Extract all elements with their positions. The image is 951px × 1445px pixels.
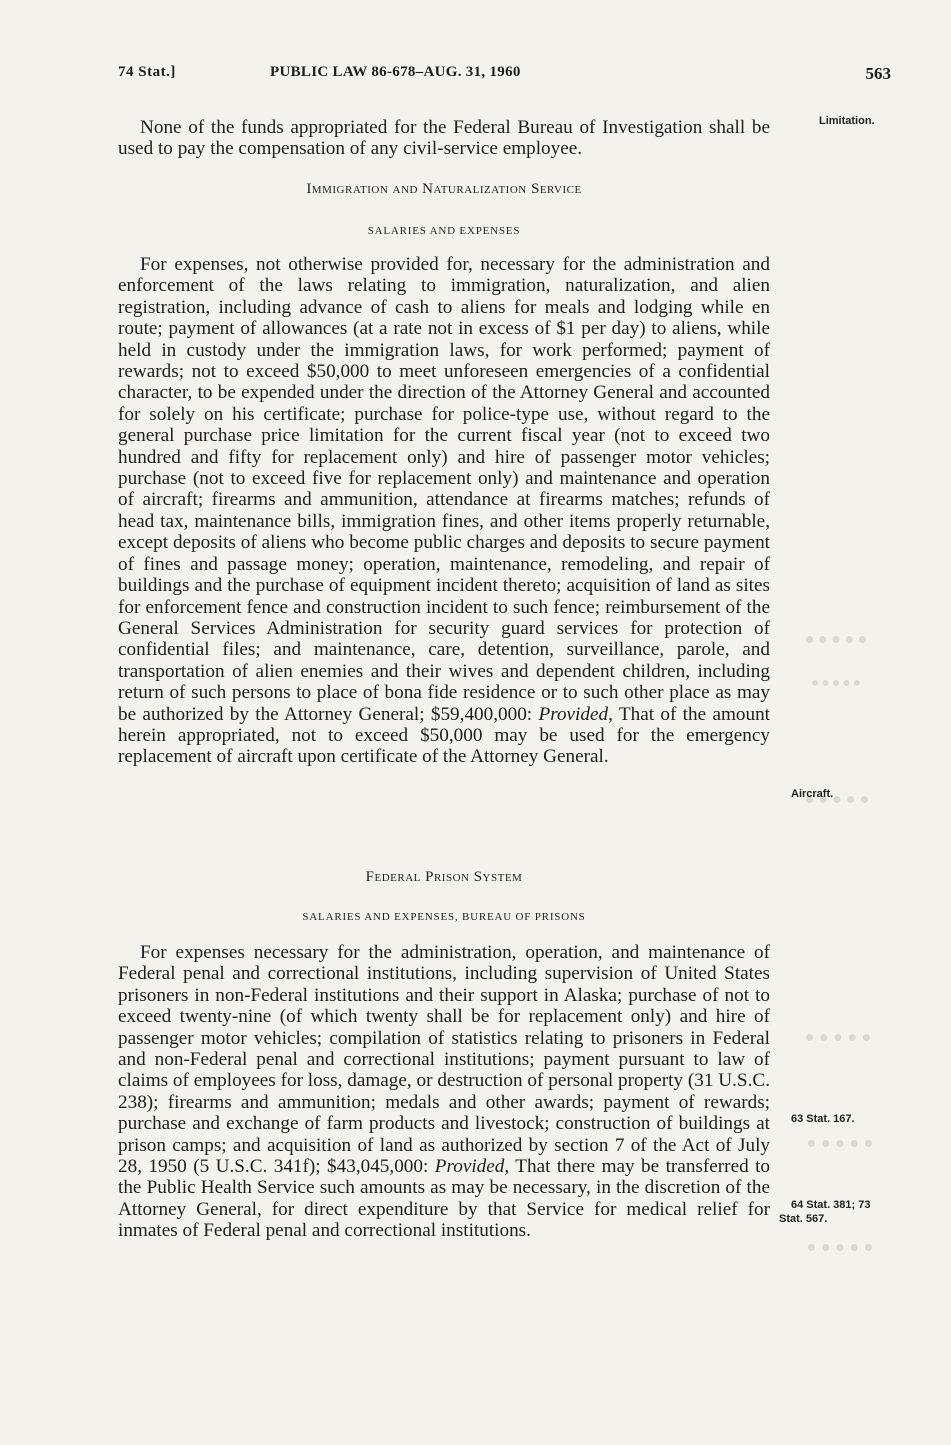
section-heading-ins: Immigration and Naturalization Service — [306, 181, 582, 197]
margin-note-64-stat-line2: Stat. 567. — [779, 1213, 828, 1225]
subheading-ins-salaries: SALARIES AND EXPENSES — [367, 225, 521, 237]
bleed-through-mark — [812, 680, 860, 692]
fps-expenses-paragraph — [118, 942, 770, 1242]
bleed-through-mark — [806, 796, 868, 833]
header-stat: 74 Stat.] — [118, 64, 176, 80]
bleed-through-mark — [806, 636, 866, 673]
margin-note-limitation: Limitation. — [819, 115, 875, 127]
ins-proviso-text: That of the amount herein appropriated, not to exceed $50,000 may be used for the emergency replacement of aircraft upon certificate of the Attorney General. — [118, 703, 770, 768]
ins-provided-word: Provided, — [538, 703, 613, 725]
fps-provided-word: Provided, — [434, 1156, 510, 1178]
fps-paragraph-block — [118, 942, 770, 1242]
header-title: PUBLIC LAW 86-678–AUG. 31, 1960 — [270, 64, 521, 80]
margin-note-aircraft: Aircraft. — [791, 788, 834, 800]
fps-proviso-text: That there may be transferred to the Public Health Service such amounts as may be necessary, in the discretion of the Attorney General, for direct expenditure by that Service for medical relief for inmates of Federal penal and correctional institutions. — [118, 1156, 771, 1242]
limitation-paragraph: None of the funds appropriated for the Federal Bureau of Investigation shall be used to pay the compensation of any civil-service employee. — [118, 117, 770, 160]
fps-expenses-text: For expenses necessary for the administration, operation, and maintenance of Federal penal and correctional institutions, including supervision of United States prisoners in non-Federal institutions and their support in Alaska; purchase of not to exceed twenty-nine (of which twenty shall be for replacement only) and hire of passenger motor vehicles; compilation of statistics relating to prisoners in Federal and non-Federal penal and correctional institutions; payment pursuant to law of claims of employees for loss, damage, or destruction of personal property (31 U.S.C. 238); firearms and ammunition; medals and other awards; payment of rewards; purchase and exchange of farm products and livestock; construction of buildings at prison camps; and acquisition of land as authorized by section 7 of the Act of July 28, 1950 (5 U.S.C. 341f); $43,045,000: — [118, 942, 770, 1178]
ins-paragraph-block — [118, 254, 770, 768]
margin-note-64-stat-line1: 64 Stat. 381; 73 — [791, 1199, 871, 1211]
ins-expenses-paragraph — [118, 254, 770, 768]
limitation-paragraph-block — [118, 117, 770, 160]
bleed-through-mark — [808, 1244, 872, 1271]
bleed-through-mark — [806, 1034, 870, 1081]
section-heading-fps: Federal Prison System — [365, 869, 523, 885]
margin-note-63-stat: 63 Stat. 167. — [791, 1113, 855, 1125]
subheading-fps-salaries: SALARIES AND EXPENSES, BUREAU OF PRISONS — [302, 911, 586, 923]
bleed-through-mark — [808, 1140, 872, 1167]
page-number: 563 — [865, 64, 891, 83]
running-header — [118, 64, 891, 90]
ins-expenses-text: For expenses, not otherwise provided for, necessary for the administration and enforcement of the laws relating to immigration, naturalization, and alien registration, including advance of cash to aliens for meals and lodging while en route; payment of allowances (at a rate not in excess of $1 per day) to aliens, while held in custody under the immigration laws, for work performed; payment of rewards; not to exceed $50,000 to meet unforeseen emergencies of a confidential character, to be expended under the direction of the Attorney General and accounted for solely on his certificate; purchase for police-type use, without regard to the general purchase price limitation for the current fiscal year (not to exceed two hundred and fifty for replacement only) and hire of passenger motor vehicles; purchase (not to exceed five for replacement only) and maintenance and operation of aircraft; firearms and ammunition, attendance at firearms matches; refunds of head tax, maintenance bills, immigration fines, and other items properly returnable, except deposits of aliens who become public charges and deposits to secure payment of fines and passage money; operation, maintenance, remodeling, and repair of buildings and the purchase of equipment incident thereto; acquisition of land as sites for enforcement fence and construction incident to such fence; reimbursement of the General Services Administration for security guard services for protection of confidential files; and maintenance, care, detention, surveillance, parole, and transportation of alien enemies and their wives and dependent children, including return of such persons to place of bona fide residence or to such other place as may be authorized by the Attorney General; $59,400,000: — [118, 254, 770, 725]
